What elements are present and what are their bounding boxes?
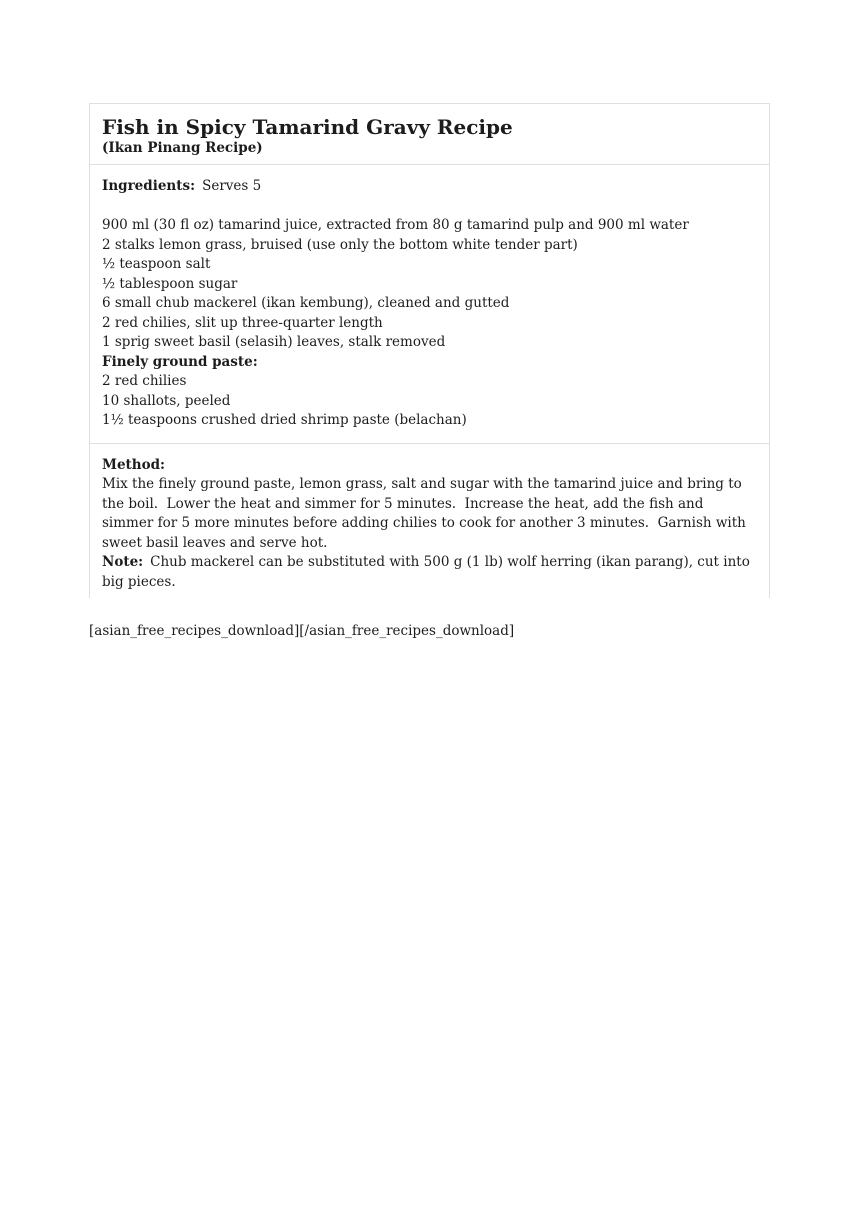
- page-content: [89, 103, 770, 642]
- method-section: [90, 443, 769, 599]
- method-label: Method:: [102, 456, 166, 473]
- recipe-title: Fish in Spicy Tamarind Gravy Recipe: [102, 115, 513, 139]
- method-note: [102, 553, 757, 592]
- shortcode-text: [asian_free_recipes_download][/asian_free_recipes_download]: [89, 623, 515, 639]
- recipe-card: [89, 103, 770, 598]
- ingredients-label: Ingredients:: [102, 178, 196, 194]
- ingredient-item: ½ tablespoon sugar: [102, 275, 238, 292]
- ingredient-item: 900 ml (30 fl oz) tamarind juice, extracted from 80 g tamarind pulp and 900 ml water: [102, 217, 689, 233]
- ingredient-item: 2 red chilies, slit up three-quarter length: [102, 314, 383, 331]
- ingredients-heading: [102, 177, 757, 197]
- paste-label: Finely ground paste:: [102, 353, 258, 370]
- paste-item: 1½ teaspoons crushed dried shrimp paste (belachan): [102, 412, 467, 428]
- paste-item: 10 shallots, peeled: [102, 392, 231, 409]
- serves-text: Serves 5: [202, 178, 262, 194]
- ingredient-item: 1 sprig sweet basil (selasih) leaves, stalk removed: [102, 334, 446, 350]
- note-text: Chub mackerel can be substituted with 500 g (1 lb) wolf herring (ikan parang), cut into big pieces.: [102, 554, 755, 590]
- method-text: Mix the finely ground paste, lemon grass, salt and sugar with the tamarind juice and bring to the boil. Lower the heat and simmer for 5 minutes. Increase the heat, add the fish and simmer for 5 more minutes before adding chilies to cook for another 3 minutes. Garnish with sweet basil leaves and serve hot.: [102, 476, 751, 551]
- paste-item: 2 red chilies: [102, 373, 187, 389]
- ingredient-item: 6 small chub mackerel (ikan kembung), cleaned and gutted: [102, 295, 510, 311]
- ingredient-item: ½ teaspoon salt: [102, 256, 211, 272]
- note-label: Note:: [102, 554, 144, 570]
- recipe-subtitle: (Ikan Pinang Recipe): [102, 140, 263, 156]
- recipe-header: [90, 104, 769, 164]
- ingredient-item: 2 stalks lemon grass, bruised (use only the bottom white tender part): [102, 236, 578, 253]
- ingredients-section: [90, 164, 769, 443]
